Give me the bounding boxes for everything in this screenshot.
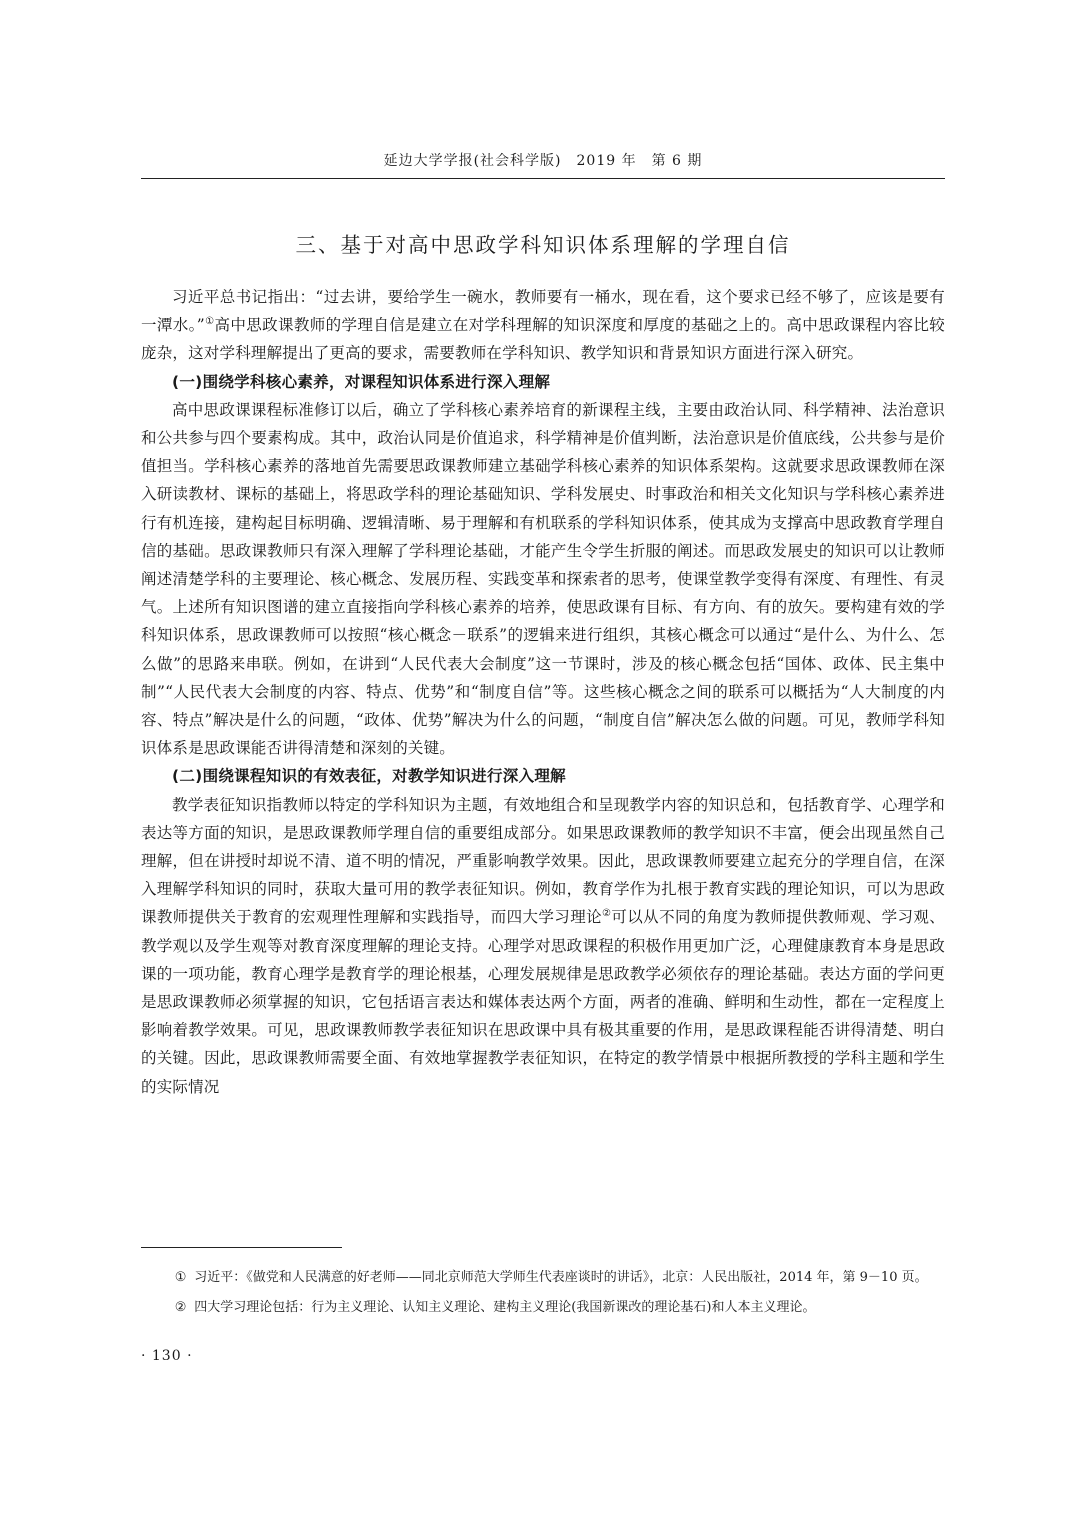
- footnote-1: [141, 1265, 945, 1290]
- intro-text-before-note: 习近平总书记指出：“过去讲，要给学生一碗水，教师要有一桶水，现在看，这个要求已经不够了，应该是要有一潭水。”: [141, 288, 945, 335]
- page-number: · 130 ·: [141, 1348, 193, 1364]
- footnote-ref-2[interactable]: ②: [602, 908, 612, 920]
- subsection-1-paragraph: 高中思政课课程标准修订以后，确立了学科核心素养培育的新课程主线，主要由政治认同、科学精神、法治意识和公共参与四个要素构成。其中，政治认同是价值追求，科学精神是价值判断，法治意识是价值底线，公共参与是价值担当。学科核心素养的落地首先需要思政课教师建立基础学科核心素养的知识体系架构。这就要求思政课教师在深入研读教材、课标的基础上，将思政学科的理论基础知识、学科发展史、时事政治和相关文化知识与学科核心素养进行有机连接，建构起目标明确、逻辑清晰、易于理解和有机联系的学科知识体系，使其成为支撑高中思政教育学理自信的基础。思政课教师只有深入理解了学科理论基础，才能产生令学生折服的阐述。而思政发展史的知识可以让教师阐述清楚学科的主要理论、核心概念、发展历程、实践变革和探索者的思考，使课堂教学变得有深度、有理性、有灵气。上述所有知识图谱的建立直接指向学科核心素养的培养，使思政课有目标、有方向、有的放矢。要构建有效的学科知识体系，思政课教师可以按照“核心概念－联系”的逻辑来进行组织，其核心概念可以通过“是什么、为什么、怎么做”的思路来串联。例如，在讲到“人民代表大会制度”这一节课时，涉及的核心概念包括“国体、政体、民主集中制”“人民代表大会制度的内容、特点、优势”和“制度自信”等。这些核心概念之间的联系可以概括为“人大制度的内容、特点”解决是什么的问题，“政体、优势”解决为什么的问题，“制度自信”解决怎么做的问题。可见，教师学科知识体系是思政课能否讲得清楚和深刻的关键。: [141, 400, 945, 758]
- footnote-rule: [141, 1247, 342, 1248]
- footnote-1-mark: ①: [174, 1270, 187, 1285]
- section-title: 三、基于对高中思政学科知识体系理解的学理自信: [295, 233, 791, 257]
- intro-text-after-note: 高中思政课教师的学理自信是建立在对学科理解的知识深度和厚度的基础之上的。高中思政课程内容比较庞杂，这对学科理解提出了更高的要求，需要教师在学科知识、教学知识和背景知识方面进行深入研究。: [141, 316, 945, 363]
- article-body: [141, 283, 945, 1101]
- subsection-2-text-before-note: 教学表征知识指教师以特定的学科知识为主题，有效地组合和呈现教学内容的知识总和，包括教育学、心理学和表达等方面的知识，是思政课教师学理自信的重要组成部分。如果思政课教师的教学知识不丰富，便会出现虽然自己理解，但在讲授时却说不清、道不明的情况，严重影响教学效果。因此，思政课教师要建立起充分的学理自信，在深入理解学科知识的同时，获取大量可用的教学表征知识。例如，教育学作为扎根于教育实践的理论知识，可以为思政课教师提供关于教育的宏观理性理解和实践指导，而四大学习理论: [141, 795, 945, 927]
- footnote-2: [141, 1295, 945, 1320]
- subsection-heading-1: (一)围绕学科核心素养，对课程知识体系进行深入理解: [172, 372, 551, 391]
- footnote-ref-1[interactable]: ①: [204, 316, 215, 328]
- footnote-1-text: 习近平：《做党和人民满意的好老师——同北京师范大学师生代表座谈时的讲话》，北京：人民出版社，2014 年，第 9－10 页。: [194, 1270, 928, 1285]
- subsection-heading-2: (二)围绕课程知识的有效表征，对教学知识进行深入理解: [172, 767, 566, 786]
- header-rule: [141, 178, 945, 179]
- subsection-2-paragraph: [141, 791, 945, 1101]
- running-header: 延边大学学报(社会科学版) 2019 年 第 6 期: [383, 153, 703, 169]
- intro-paragraph: [141, 283, 945, 368]
- subsection-2-text-after-note: 可以从不同的角度为教师提供教师观、学习观、教学观以及学生观等对教育深度理解的理论支持。心理学对思政课程的积极作用更加广泛，心理健康教育本身是思政课的一项功能，教育心理学是教育学的理论根基，心理发展规律是思政教学必须依存的理论基础。表达方面的学问更是思政课教师必须掌握的知识，它包括语言表达和媒体表达两个方面，两者的准确、鲜明和生动性，都在一定程度上影响着教学效果。可见，思政课教师教学表征知识在思政课中具有极其重要的作用，是思政课程能否讲得清楚、明白的关键。因此，思政课教师需要全面、有效地掌握教学表征知识，在特定的教学情景中根据所教授的学科主题和学生的实际情况: [141, 908, 946, 1096]
- footnote-2-text: 四大学习理论包括：行为主义理论、认知主义理论、建构主义理论(我国新课改的理论基石)和人本主义理论。: [194, 1300, 816, 1315]
- footnotes: [141, 1265, 945, 1325]
- footnote-2-mark: ②: [174, 1300, 187, 1315]
